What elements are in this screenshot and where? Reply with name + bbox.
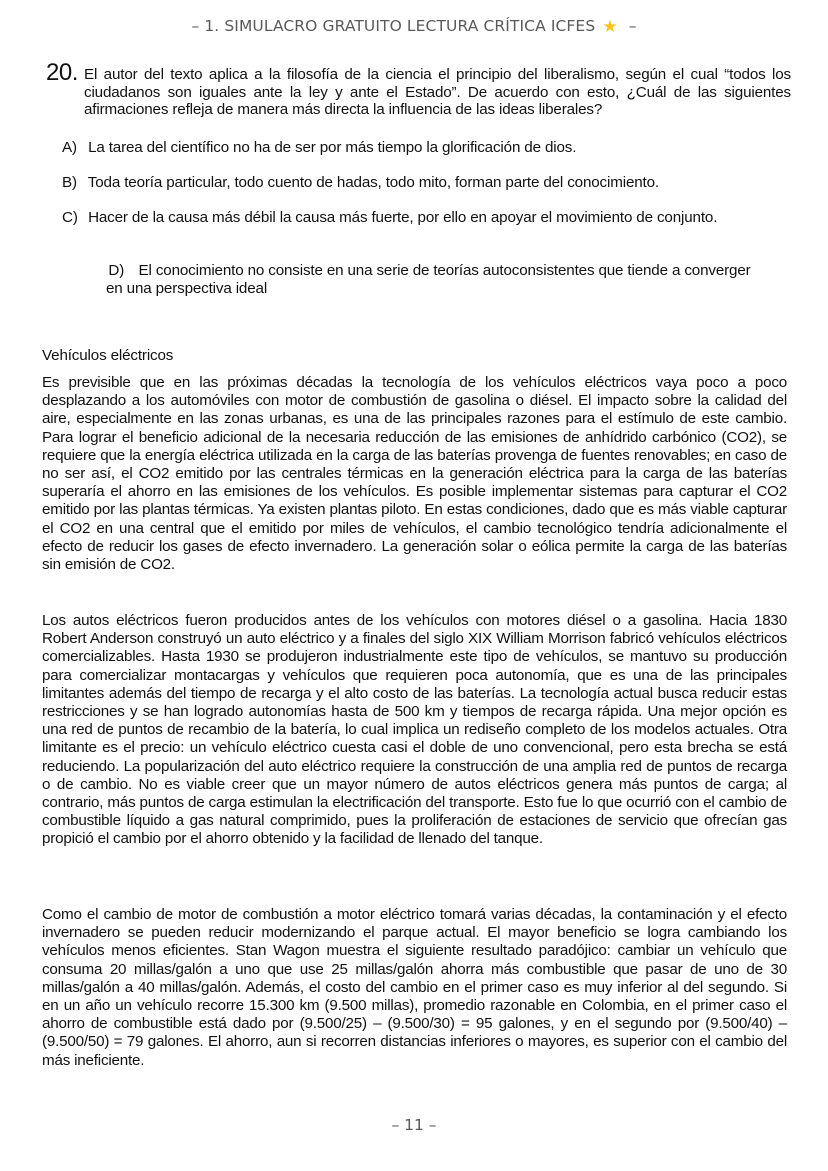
reading-paragraph-1: Es previsible que en las próximas décadas la tecnología de los vehículos eléctricos vaya poco a poco desplazando a los automóviles con motor de combustión de gasolina o diésel. El impacto sobre la calidad del aire, especialmente en las zonas urbanas, es una de las principales razones para el estímulo de este cambio. Para lograr el beneficio adicional de la necesaria reducción de las emisiones de anhídrido carbónico (CO2), se requiere que la energía eléctrica utilizada en la carga de las baterías provenga de fuentes renovables; en caso de no ser así, el CO2 emitido por las centrales térmicas en la generación eléctrica para la carga de las baterías superaría el ahorro en las emisiones de los vehículos. Es posible implementar sistemas para capturar el CO2 emitido por las plantas térmicas. Ya existen plantas piloto. En estas condiciones, dado que es más viable capturar el CO2 en una central que el emitido por miles de vehículos, el cambio tecnológico tendría adicionalmente el efecto de reducir los gases de efecto invernadero. La generación solar o eólica permite la carga de las baterías sin emisión de CO2. bbox=[42, 374, 787, 574]
option-a[interactable]: A) La tarea del científico no ha de ser por más tiempo la glorificación de dios. bbox=[62, 138, 577, 156]
reading-paragraph-3: Como el cambio de motor de combustión a motor eléctrico tomará varias décadas, la contaminación y el efecto invernadero se pueden reducir modernizando el parque actual. El mayor beneficio se logra cambiando los vehículos menos eficientes. Stan Wagon muestra el siguiente resultado paradójico: cambiar un vehículo que consuma 20 millas/galón a uno que use 25 millas/galón ahorra más combustible que pasar de uno de 30 millas/galón a 40 millas/galón. Además, el costo del cambio en el primer caso es muy inferior al del segundo. Si en un año un vehículo recorre 15.300 km (9.500 millas), promedio razonable en Colombia, en el primer caso el ahorro de combustible está dado por (9.500/25) – (9.500/30) = 95 galones, y en el segundo por (9.500/40) – (9.500/50) = 79 galones. El ahorro, aun si recorren distancias inferiores o mayores, es superior con el cambio del más ineficiente. bbox=[42, 906, 787, 1069]
page-header bbox=[0, 17, 828, 37]
question-20 bbox=[46, 60, 791, 333]
question-number: 20. bbox=[46, 59, 78, 86]
option-d[interactable]: D) El conocimiento no consiste en una serie de teorías autoconsistentes que tiende a converger en una perspectiva ideal bbox=[106, 261, 755, 297]
option-text: El conocimiento no consiste en una serie de teorías autoconsistentes que tiende a converger en una perspectiva ideal bbox=[106, 261, 755, 297]
option-text: Toda teoría particular, todo cuento de hadas, todo mito, forman parte del conocimiento. bbox=[84, 173, 659, 191]
page-number: – 11 – bbox=[391, 1116, 437, 1134]
option-c[interactable]: C) Hacer de la causa más débil la causa más fuerte, por ello en apoyar el movimiento de conjunto. bbox=[62, 208, 718, 226]
option-text: Hacer de la causa más débil la causa más fuerte, por ello en apoyar el movimiento de conjunto. bbox=[84, 208, 718, 226]
option-b[interactable]: B) Toda teoría particular, todo cuento de hadas, todo mito, forman parte del conocimiento. bbox=[62, 173, 659, 191]
reading-title: Vehículos eléctricos bbox=[42, 347, 174, 364]
header-title: – 1. SIMULACRO GRATUITO LECTURA CRÍTICA ICFES bbox=[191, 17, 596, 35]
question-stem: El autor del texto aplica a la filosofía de la ciencia el principio del liberalismo, según el cual “todos los ciudadanos son iguales ante la ley y ante el Estado”. De acuerdo con esto, ¿Cuál de las siguientes afirmaciones refleja de manera más directa la influencia de las ideas liberales? bbox=[84, 66, 791, 119]
option-text: La tarea del científico no ha de ser por más tiempo la glorificación de dios. bbox=[84, 138, 577, 156]
header-dash: – bbox=[628, 17, 637, 35]
star-icon: ★ bbox=[602, 17, 618, 37]
answer-options bbox=[62, 138, 791, 316]
reading-paragraph-2: Los autos eléctricos fueron producidos antes de los vehículos con motores diésel o a gasolina. Hacia 1830 Robert Anderson construyó un auto eléctrico y a finales del siglo XIX William Morrison fabricó vehículos eléctricos comercializables. Hasta 1930 se produjeron industrialmente este tipo de vehículos, se mantuvo su producción para comercializar montacargas y vehículos que requieren poca autonomía, que es una de las principales limitantes además del tiempo de recarga y el alto costo de las baterías. La tecnología actual busca reducir estas restricciones y se han logrado autonomías hasta de 500 km y tiempos de recarga rápida. Una mejor opción es una red de puntos de recambio de la batería, lo cual implica un rediseño completo de los modelos actuales. Otra limitante es el precio: un vehículo eléctrico cuesta casi el doble de uno convencional, pero esta brecha se está reduciendo. La popularización del auto eléctrico requiere la construcción de una amplia red de puntos de recarga o de cambio. No es viable creer que un mayor número de autos eléctricos genera más puntos de carga; al contrario, más puntos de carga estimulan la electrificación del transporte. Esto fue lo que ocurrió con el cambio de combustible líquido a gas natural comprimido, pues la proliferación de estaciones de servicio que ofrecían gas propició el cambio por el ahorro obtenido y la facilidad de llenado del tanque. bbox=[42, 612, 787, 848]
